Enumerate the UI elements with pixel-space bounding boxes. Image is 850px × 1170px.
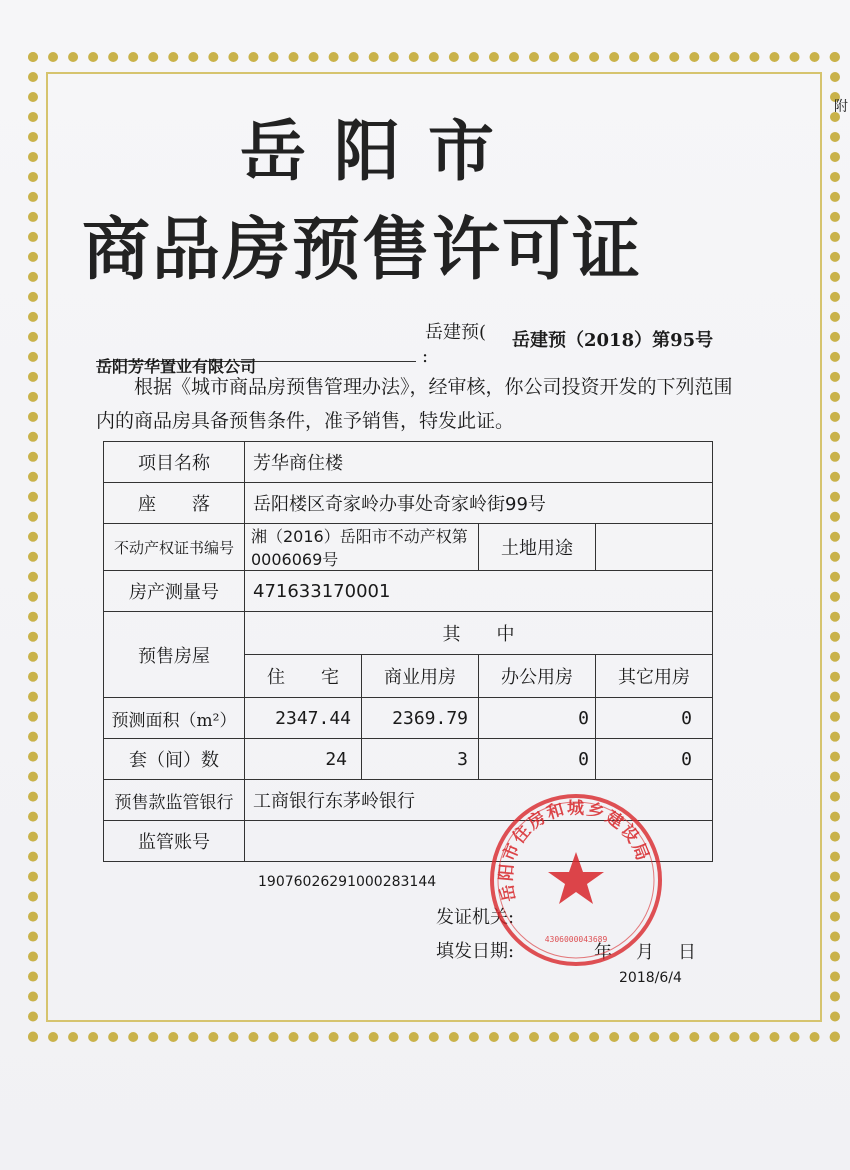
col-office: 办公用房 [479, 655, 596, 698]
location-label: 座 落 [104, 483, 245, 524]
col-other: 其它用房 [596, 655, 713, 698]
issuer-label: 发证机关: [436, 907, 515, 928]
among-label: 其 中 [245, 612, 713, 655]
land-use-label: 土地用途 [479, 524, 596, 571]
table-row [104, 442, 713, 483]
survey-label: 房产测量号 [104, 571, 245, 612]
units-office: 0 [479, 739, 596, 780]
company-colon: : [422, 346, 429, 367]
survey-value: 471633170001 [245, 571, 713, 612]
project-name-label: 项目名称 [104, 442, 245, 483]
official-seal-icon [488, 792, 664, 968]
permit-prefix: 岳建预( [425, 322, 487, 343]
account-number: 19076026291000283144 [258, 874, 437, 890]
edge-fragment: 附 [834, 99, 848, 115]
bank-label: 预售款监管银行 [104, 780, 245, 821]
area-other: 0 [596, 698, 713, 739]
company-name: 岳阳芳华置业有限公司 [96, 357, 257, 376]
area-label: 预测面积（m²） [104, 698, 245, 739]
date-label: 填发日期: [436, 941, 515, 962]
col-commercial: 商业用房 [362, 655, 479, 698]
area-office: 0 [479, 698, 596, 739]
units-residential: 24 [245, 739, 362, 780]
table-row [104, 483, 713, 524]
seal-code: 4306000043689 [544, 935, 608, 944]
land-use-value [596, 524, 713, 571]
presale-label: 预售房屋 [104, 612, 245, 698]
units-label: 套（间）数 [104, 739, 245, 780]
table-row [104, 571, 713, 612]
permit-number: 岳建预（2018）第95号 [512, 330, 714, 351]
property-cert-label: 不动产权证书编号 [104, 524, 245, 571]
body-text: 根据《城市商品房预售管理办法》，经审核，你公司投资开发的下列范围内的商品房具备预售条件，准予销售，特发此证。 [96, 376, 733, 432]
table-row [104, 739, 713, 780]
city-title: 岳阳市 [240, 113, 522, 190]
units-other: 0 [596, 739, 713, 780]
location-value: 岳阳楼区奇家岭办事处奇家岭街99号 [245, 483, 713, 524]
project-name-value: 芳华商住楼 [245, 442, 713, 483]
property-cert-value: 湘（2016）岳阳市不动产权第0006069号 [245, 524, 479, 571]
area-residential: 2347.44 [245, 698, 362, 739]
seal-text: 岳阳市住房和城乡建设局 [496, 798, 654, 904]
table-row [104, 698, 713, 739]
col-residential: 住 宅 [245, 655, 362, 698]
table-row [104, 612, 713, 655]
bank-value: 工商银行东茅岭银行 [245, 780, 713, 821]
date-units: 年 月 日 [594, 942, 699, 963]
area-commercial: 2369.79 [362, 698, 479, 739]
certificate-title: 商品房预售许可证 [82, 211, 643, 290]
units-commercial: 3 [362, 739, 479, 780]
table-row [104, 524, 713, 571]
account-label: 监管账号 [104, 821, 245, 862]
issue-date: 2018/6/4 [619, 970, 682, 986]
